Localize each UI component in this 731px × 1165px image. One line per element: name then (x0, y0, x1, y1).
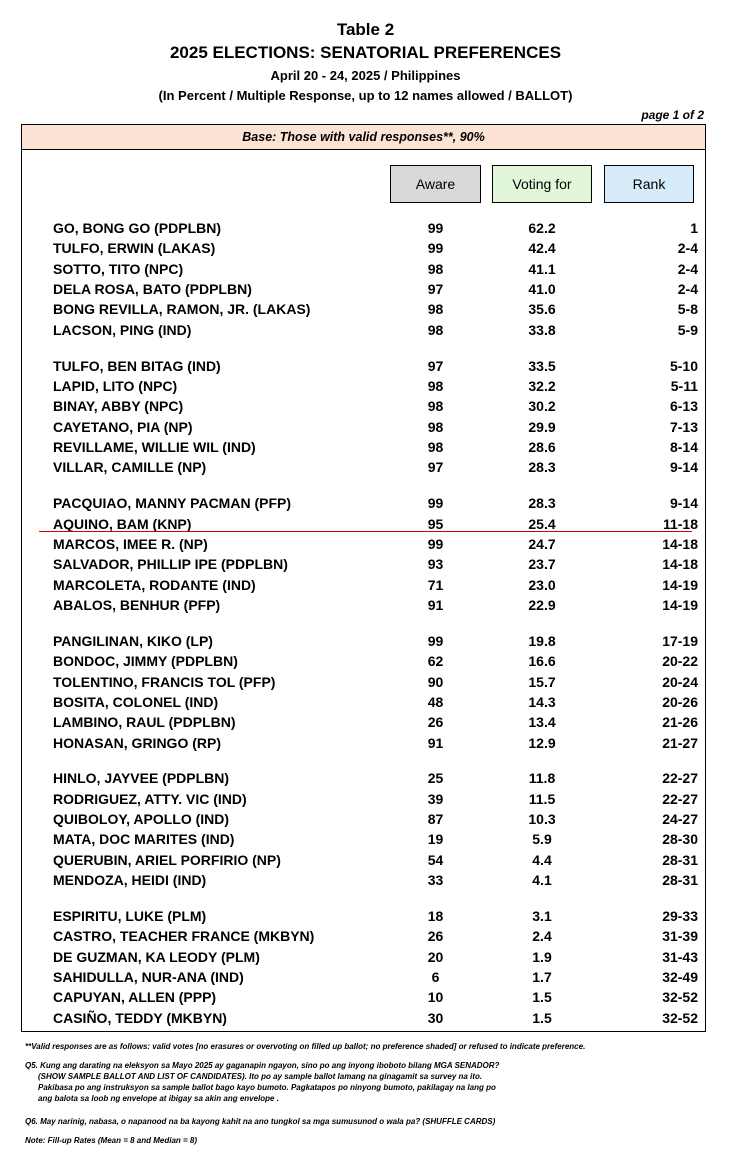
table-number: Table 2 (336, 20, 395, 39)
voting-for-value: 33.5 (528, 357, 556, 374)
page-number: page 1 of 2 (641, 108, 704, 122)
candidate-name: PACQUIAO, MANNY PACMAN (PFP) (53, 495, 291, 512)
voting-for-value: 29.9 (528, 418, 556, 435)
footnote-q5-line: Q5. Kung ang darating na eleksyon sa Mayo 2025 ay gaganapin ngayon, sino po ang inyong iboboto bilang MGA SENADOR? (25, 1061, 500, 1070)
rank-value: 28-30 (662, 831, 698, 848)
voting-for-value: 28.3 (528, 459, 556, 476)
method-note: (In Percent / Multiple Response, up to 12 names allowed / BALLOT) (158, 88, 573, 103)
aware-value: 99 (427, 632, 444, 649)
aware-value: 62 (427, 653, 444, 670)
rank-value: 20-26 (662, 693, 698, 710)
rank-value: 7-13 (669, 418, 698, 435)
candidate-name: TULFO, BEN BITAG (IND) (53, 357, 221, 374)
voting-for-value: 23.0 (528, 576, 556, 593)
footnote-fillup-rates: Note: Fill-up Rates (Mean = 8 and Median = 8) (25, 1136, 198, 1145)
candidate-name: DE GUZMAN, KA LEODY (PLM) (53, 948, 260, 965)
voting-for-value: 11.8 (528, 770, 556, 787)
table-row (22, 967, 705, 987)
candidate-name: AQUINO, BAM (KNP) (53, 515, 192, 532)
table-row (22, 396, 705, 416)
footnote-valid-responses: **Valid responses are as follows: valid votes [no erasures or overvoting on filled up ballot; no preference shaded] or refused to indicate preference. (25, 1042, 586, 1051)
table-row (22, 789, 705, 809)
rank-value: 9-14 (669, 495, 698, 512)
aware-value: 97 (427, 459, 444, 476)
table-row (22, 1008, 705, 1028)
candidate-name: REVILLAME, WILLIE WIL (IND) (53, 439, 256, 455)
aware-value: 10 (427, 989, 444, 1006)
rank-value: 24-27 (662, 811, 698, 828)
voting-for-value: 4.4 (532, 851, 552, 868)
candidate-name: BONDOC, JIMMY (PDPLBN) (53, 653, 238, 670)
base-banner: Base: Those with valid responses**, 90% (22, 125, 705, 150)
candidate-name: DELA ROSA, BATO (PDPLBN) (53, 281, 252, 298)
rank-value: 20-24 (662, 673, 698, 690)
candidate-name: GO, BONG GO (PDPLBN) (53, 220, 221, 236)
footnote-q5-line: (SHOW SAMPLE BALLOT AND LIST OF CANDIDATES). Ito po ay sample ballot lamang na ginagamit sa survey na ito. (38, 1072, 483, 1081)
candidate-name: MENDOZA, HEIDI (IND) (53, 872, 207, 889)
aware-value: 26 (427, 714, 444, 731)
footnote-q6: Q6. May narinig, nabasa, o napanood na ba kayong kahit na ano tungkol sa mga sumusunod o wala pa? (SHUFFLE CARDS) (25, 1117, 496, 1126)
candidate-name: VILLAR, CAMILLE (NP) (53, 459, 207, 476)
candidate-name: ABALOS, BENHUR (PFP) (53, 596, 221, 613)
table-row (22, 692, 705, 712)
rank-value: 28-31 (662, 851, 698, 868)
candidate-name: BONG REVILLA, RAMON, JR. (LAKAS) (53, 301, 311, 318)
voting-for-value: 62.2 (528, 220, 556, 236)
table-row (22, 259, 705, 279)
rank-value: 31-43 (662, 948, 698, 965)
candidate-name: MARCOLETA, RODANTE (IND) (53, 576, 256, 593)
aware-value: 99 (427, 535, 444, 552)
candidate-name: BINAY, ABBY (NPC) (53, 398, 184, 415)
candidate-name: CASIÑO, TEDDY (MKBYN) (53, 1009, 227, 1026)
aware-value: 6 (431, 969, 440, 986)
rank-value: 5-9 (677, 321, 698, 338)
table-row (22, 595, 705, 615)
aware-value: 98 (427, 301, 444, 318)
candidate-name: SOTTO, TITO (NPC) (53, 260, 184, 277)
candidate-name: PANGILINAN, KIKO (LP) (53, 632, 213, 649)
rank-value: 2-4 (677, 260, 698, 277)
aware-value: 48 (427, 693, 444, 710)
rank-value: 5-11 (670, 377, 698, 394)
aware-value: 30 (427, 1009, 444, 1026)
aware-value: 98 (427, 439, 444, 455)
table-row (22, 299, 705, 319)
voting-for-value: 28.3 (528, 495, 556, 512)
voting-for-value: 1.9 (532, 948, 552, 965)
aware-value: 97 (427, 357, 444, 374)
rank-value: 14-18 (662, 556, 698, 573)
aware-value: 90 (427, 673, 444, 690)
table-row (22, 829, 705, 849)
aware-value: 19 (427, 831, 444, 848)
rank-value: 14-19 (662, 596, 698, 613)
table-row (22, 672, 705, 692)
table-row (22, 575, 705, 595)
candidate-name: TULFO, ERWIN (LAKAS) (53, 240, 216, 257)
table-row (22, 651, 705, 671)
voting-for-value: 13.4 (528, 714, 556, 731)
aware-value: 98 (427, 321, 444, 338)
table-row (22, 906, 705, 926)
rank-value: 31-39 (662, 928, 698, 945)
voting-for-value: 4.1 (532, 872, 552, 889)
table-row (22, 437, 705, 457)
candidate-name: LACSON, PING (IND) (53, 321, 192, 338)
aware-value: 93 (427, 556, 444, 573)
rank-value: 5-8 (677, 301, 698, 318)
column-header-aware: Aware (390, 165, 481, 203)
rank-value: 14-19 (662, 576, 698, 593)
rank-value: 17-19 (662, 632, 698, 649)
rank-value: 8-14 (669, 439, 698, 455)
voting-for-value: 1.5 (532, 989, 552, 1006)
aware-value: 98 (427, 398, 444, 415)
voting-for-value: 3.1 (532, 908, 552, 924)
table-row (22, 376, 705, 396)
aware-value: 18 (427, 908, 444, 924)
aware-value: 20 (427, 948, 444, 965)
table-row (22, 356, 705, 376)
aware-value: 95 (427, 515, 444, 532)
voting-for-value: 24.7 (528, 535, 556, 552)
voting-for-value: 15.7 (528, 673, 556, 690)
aware-value: 71 (427, 576, 444, 593)
table-row (22, 493, 705, 513)
voting-for-value: 25.4 (528, 515, 556, 532)
candidate-name: HONASAN, GRINGO (RP) (53, 734, 221, 751)
aware-value: 26 (427, 928, 444, 945)
aware-value: 99 (427, 495, 444, 512)
table-row (22, 947, 705, 967)
voting-for-value: 10.3 (528, 811, 556, 828)
cutoff-line (39, 531, 692, 532)
table-row (22, 926, 705, 946)
voting-for-value: 33.8 (528, 321, 556, 338)
table-row (22, 417, 705, 437)
table-row (22, 238, 705, 258)
rank-value: 14-18 (662, 535, 698, 552)
table-row (22, 712, 705, 732)
table-row (22, 218, 705, 238)
column-header-voting-for: Voting for (492, 165, 592, 203)
aware-value: 87 (427, 811, 444, 828)
voting-for-value: 22.9 (528, 596, 556, 613)
voting-for-value: 35.6 (528, 301, 556, 318)
aware-value: 97 (427, 281, 444, 298)
rank-value: 5-10 (669, 357, 698, 374)
voting-for-value: 28.6 (528, 439, 556, 455)
rank-value: 2-4 (677, 240, 698, 257)
voting-for-value: 14.3 (528, 693, 556, 710)
table-row (22, 850, 705, 870)
aware-value: 99 (427, 240, 444, 257)
candidate-name: QUERUBIN, ARIEL PORFIRIO (NP) (53, 851, 281, 868)
voting-for-value: 19.8 (528, 632, 556, 649)
table-row (22, 631, 705, 651)
rank-value: 29-33 (662, 908, 698, 924)
aware-value: 98 (427, 418, 444, 435)
voting-for-value: 16.6 (528, 653, 556, 670)
voting-for-value: 30.2 (528, 398, 556, 415)
voting-for-value: 23.7 (528, 556, 556, 573)
table-row (22, 870, 705, 890)
candidate-name: SALVADOR, PHILLIP IPE (PDPLBN) (53, 556, 288, 573)
rank-value: 21-27 (662, 734, 698, 751)
rank-value: 32-49 (662, 969, 698, 986)
aware-value: 91 (427, 596, 444, 613)
aware-value: 33 (427, 872, 444, 889)
rank-value: 21-26 (662, 714, 698, 731)
voting-for-value: 42.4 (528, 240, 556, 257)
rank-value: 6-13 (669, 398, 698, 415)
candidate-name: CASTRO, TEACHER FRANCE (MKBYN) (53, 928, 315, 945)
rank-value: 22-27 (662, 770, 698, 787)
candidate-name: LAPID, LITO (NPC) (53, 377, 178, 394)
aware-value: 39 (427, 790, 444, 807)
aware-value: 98 (427, 377, 444, 394)
voting-for-value: 32.2 (528, 377, 556, 394)
candidate-name: LAMBINO, RAUL (PDPLBN) (53, 714, 236, 731)
table-row (22, 534, 705, 554)
candidate-name: ESPIRITU, LUKE (PLM) (53, 908, 207, 924)
candidate-name: CAPUYAN, ALLEN (PPP) (53, 989, 217, 1006)
footnote-q5-line: Pakibasa po ang instruksyon sa sample ballot bago kayo bumoto. Pagkatapos po ninyong bumoto, pakilagay na lang po (38, 1083, 496, 1092)
aware-value: 54 (427, 851, 444, 868)
voting-for-value: 2.4 (532, 928, 552, 945)
table-row (22, 554, 705, 574)
candidate-name: TOLENTINO, FRANCIS TOL (PFP) (53, 673, 276, 690)
rank-value: 20-22 (662, 653, 698, 670)
rank-value: 11-18 (662, 515, 698, 532)
candidate-name: BOSITA, COLONEL (IND) (53, 693, 219, 710)
candidate-name: CAYETANO, PIA (NP) (53, 418, 193, 435)
voting-for-value: 5.9 (532, 831, 552, 848)
rank-value: 32-52 (662, 989, 698, 1006)
table-row (22, 320, 705, 340)
table-row (22, 987, 705, 1007)
candidate-name: HINLO, JAYVEE (PDPLBN) (53, 770, 230, 787)
results-table (21, 124, 706, 1032)
rank-value: 9-14 (669, 459, 698, 476)
rank-value: 22-27 (662, 790, 698, 807)
candidate-name: QUIBOLOY, APOLLO (IND) (53, 811, 230, 828)
voting-for-value: 11.5 (528, 790, 556, 807)
rank-value: 32-52 (662, 1009, 698, 1026)
rank-value: 2-4 (677, 281, 698, 298)
table-row (22, 733, 705, 753)
voting-for-value: 1.7 (532, 969, 552, 986)
voting-for-value: 41.0 (528, 281, 556, 298)
aware-value: 99 (427, 220, 444, 236)
candidate-name: MATA, DOC MARITES (IND) (53, 831, 235, 848)
table-row (22, 279, 705, 299)
footnote-q5 (25, 1060, 499, 1104)
candidate-name: MARCOS, IMEE R. (NP) (53, 535, 208, 552)
column-header-rank: Rank (604, 165, 694, 203)
candidate-name: RODRIGUEZ, ATTY. VIC (IND) (53, 790, 247, 807)
table-row (22, 768, 705, 788)
voting-for-value: 12.9 (528, 734, 556, 751)
aware-value: 91 (427, 734, 444, 751)
candidate-name: SAHIDULLA, NUR-ANA (IND) (53, 969, 244, 986)
date-line: April 20 - 24, 2025 / Philippines (270, 68, 461, 83)
footnote-q5-line: ang balota sa loob ng envelope at ibigay sa akin ang envelope . (38, 1094, 279, 1103)
rank-value: 28-31 (662, 872, 698, 889)
aware-value: 98 (427, 260, 444, 277)
table-title: 2025 ELECTIONS: SENATORIAL PREFERENCES (169, 43, 562, 62)
aware-value: 25 (427, 770, 444, 787)
table-row (22, 457, 705, 477)
table-row (22, 809, 705, 829)
voting-for-value: 41.1 (528, 260, 556, 277)
voting-for-value: 1.5 (532, 1009, 552, 1026)
rank-value: 1 (690, 220, 698, 236)
